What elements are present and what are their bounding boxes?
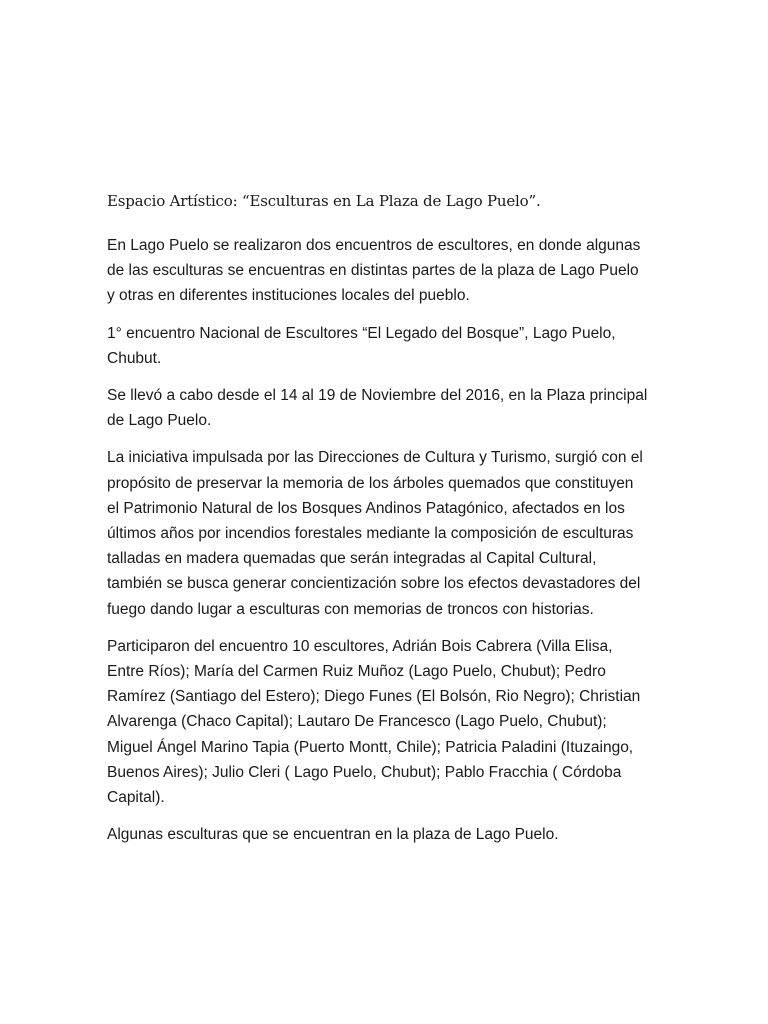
text-line: Algunas esculturas que se encuentran en la plaza de Lago Puelo.	[107, 826, 559, 844]
text-line: Se llevó a cabo desde el 14 al 19 de Noviembre del 2016, en la Plaza principal	[107, 387, 648, 405]
text-line: fuego dando lugar a esculturas con memorias de troncos con historias.	[107, 600, 594, 618]
text-line: En Lago Puelo se realizaron dos encuentros de escultores, en donde algunas	[107, 237, 641, 254]
text-line: Miguel Ángel Marino Tapia (Puerto Montt, Chile); Patricia Paladini (Ituzaingo,	[107, 738, 634, 756]
text-line: y otras en diferentes instituciones locales del pueblo.	[107, 287, 470, 305]
paragraph-participants	[107, 634, 667, 810]
paragraph-initiative	[107, 445, 667, 621]
text-line: talladas en madera quemadas que serán integradas al Capital Cultural,	[107, 550, 597, 568]
text-line: Entre Ríos); María del Carmen Ruiz Muñoz (Lago Puelo, Chubut); Pedro	[107, 663, 606, 681]
text-line: Chubut.	[107, 349, 162, 367]
paragraph-intro	[107, 233, 667, 309]
paragraph-first-encounter	[107, 321, 667, 371]
text-line: Alvarenga (Chaco Capital); Lautaro De Francesco (Lago Puelo, Chubut);	[107, 713, 607, 731]
text-line: de las esculturas se encuentras en distintas partes de la plaza de Lago Puelo	[107, 262, 639, 280]
text-line: Participaron del encuentro 10 escultores, Adrián Bois Cabrera (Villa Elisa,	[107, 637, 613, 655]
document-title: Espacio Artístico: “Esculturas en La Plaza de Lago Puelo”.	[107, 192, 541, 210]
text-line: Buenos Aires); Julio Cleri ( Lago Puelo, Chubut); Pablo Fracchia ( Córdoba	[107, 763, 622, 781]
text-line: de Lago Puelo.	[107, 412, 212, 430]
text-line: propósito de preservar la memoria de los árboles quemados que constituyen	[107, 474, 634, 492]
paragraph-closing	[107, 822, 667, 847]
text-line: el Patrimonio Natural de los Bosques Andinos Patagónico, afectados en los	[107, 499, 625, 517]
document-body	[107, 189, 667, 859]
text-line: Ramírez (Santiago del Estero); Diego Funes (El Bolsón, Rio Negro); Christian	[107, 688, 641, 706]
text-line: La iniciativa impulsada por las Direcciones de Cultura y Turismo, surgió con el	[107, 449, 643, 467]
text-line: también se busca generar concientización sobre los efectos devastadores del	[107, 575, 641, 593]
paragraph-dates	[107, 383, 667, 433]
text-line: Capital).	[107, 789, 165, 807]
text-line: 1° encuentro Nacional de Escultores “El Legado del Bosque”, Lago Puelo,	[107, 324, 616, 342]
text-line: últimos años por incendios forestales mediante la composición de esculturas	[107, 525, 634, 543]
